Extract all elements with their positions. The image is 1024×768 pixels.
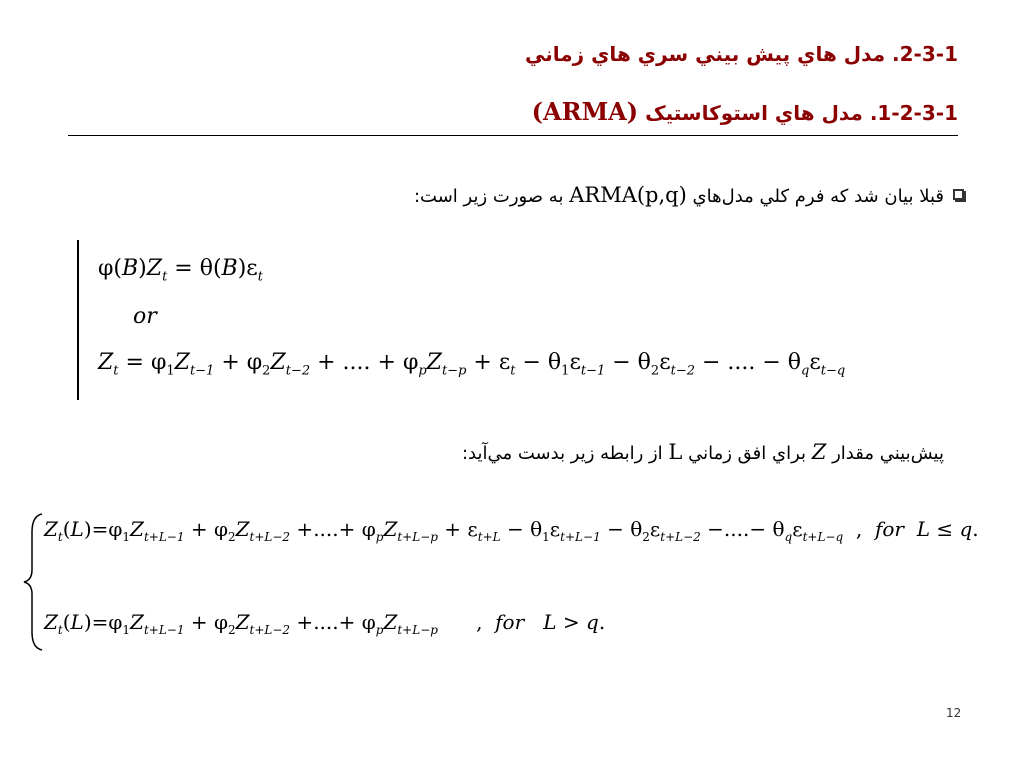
- left-brace-icon: [22, 512, 44, 652]
- forecast-text-part: از رابطه زير بدست مي‌آيد:: [461, 443, 663, 464]
- bullet-text-part: قبلا بيان شد که فرم کلي مدل‌هاي: [692, 186, 944, 207]
- bullet-text-part: به صورت زير است:: [413, 186, 564, 207]
- equation-or-label: or: [133, 304, 157, 329]
- forecast-case-l-gt-q: $Z_t(L)=\varphi_1Z_{t+L-1} + \varphi_2Z_{t+L-2}$ +....+ $\varphi_pZ_{t+L-p}$ , for L > q.: [44, 610, 606, 637]
- subsection-heading: [532, 97, 958, 126]
- forecast-text-part: براي افق زماني: [688, 443, 807, 464]
- forecast-variable-l: L: [668, 440, 683, 464]
- bullet-text-model-form: [414, 183, 944, 207]
- equation-group-bar: [77, 240, 79, 400]
- heading-divider: [68, 135, 958, 136]
- bullet-text-model-name: ARMA(p,q): [569, 183, 687, 207]
- checkbox-bullet-icon: [953, 189, 964, 200]
- subsection-heading-text: 1-2-3-1. مدل هاي استوكاستيک: [645, 101, 958, 125]
- forecast-case-l-le-q: $Z_t(L)=\varphi_1Z_{t+L-1} + \varphi_2Z_{t+L-2}$ +....+ $\varphi_pZ_{t+L-p} + \varepsilon_{t+L} - \theta_1\varepsilon_{t+L-1} - \theta_2\varepsilon_{t+L-2}$ −....− $\theta_q\varepsilon_{t+L-q}$ , for L ≤ q.: [44, 517, 979, 544]
- section-heading: 2-3-1. مدل هاي پيش بيني سري هاي زماني: [524, 42, 958, 66]
- equation-arma-expanded: $Z_t = \varphi_1Z_{t-1} + \varphi_2Z_{t-2}$ + .... + $\varphi_pZ_{t-p} + \varepsilon_t - \theta_1\varepsilon_{t-1} - \theta_2\varepsilon_{t-2}$ − .... − $\theta_q\varepsilon_{t-q}$: [98, 350, 846, 379]
- forecast-variable-z: Z: [811, 440, 827, 464]
- bullet-text-forecast: [462, 440, 944, 464]
- subsection-heading-acronym: (ARMA): [531, 97, 639, 126]
- page-number: 12: [946, 706, 962, 720]
- equation-arma-operator: $\varphi(B)Z_t = \theta(B)\varepsilon_t$: [98, 256, 263, 285]
- forecast-text-part: پيش‌بيني مقدار: [832, 443, 944, 464]
